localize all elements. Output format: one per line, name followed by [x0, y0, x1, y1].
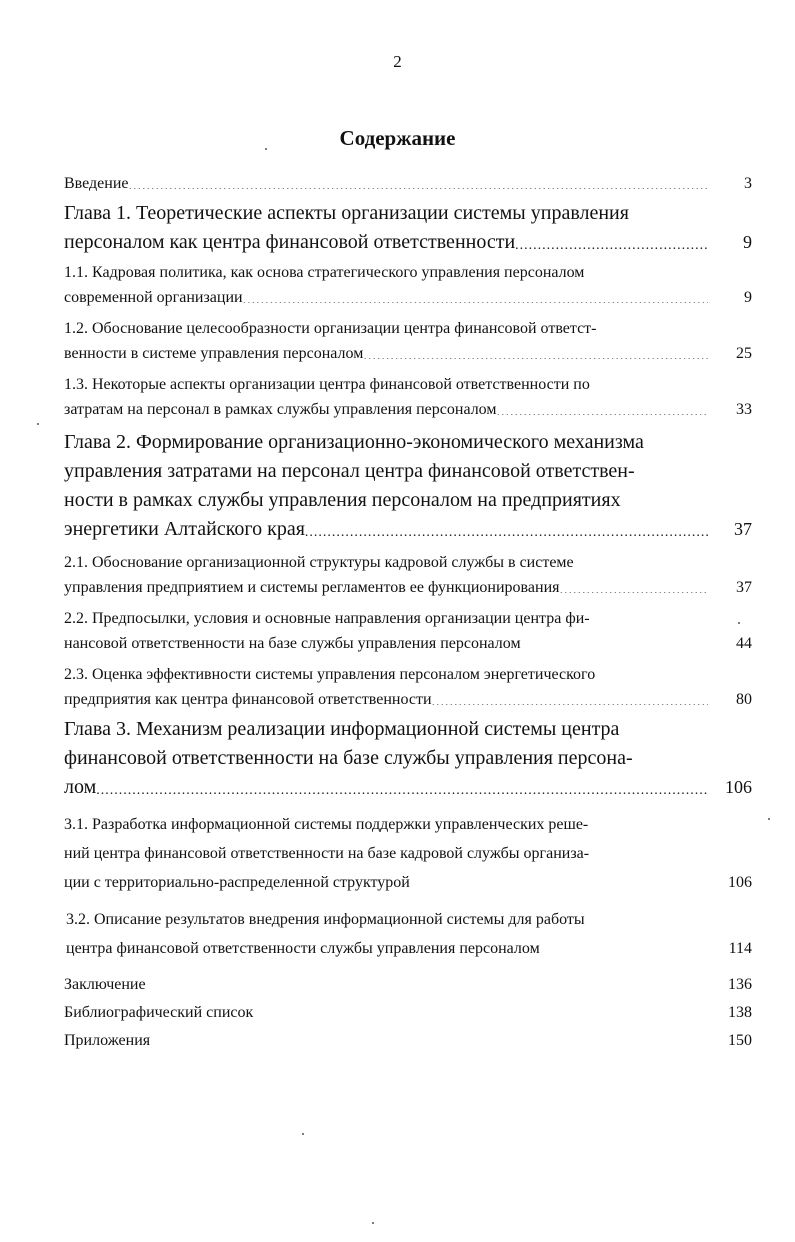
toc-entry-appendices[interactable] [64, 1027, 752, 1055]
toc-entry-chapter-2[interactable] [64, 428, 752, 544]
toc-entry-title: персоналом как центра финансовой ответственности [64, 231, 516, 253]
toc-entry-line: Глава 2. Формирование организационно-экономического механизма [64, 431, 644, 453]
toc-entry-line: 2.1. Обоснование организационной структуры кадровой службы в системе [64, 554, 574, 571]
toc-entry-chapter-1[interactable] [64, 199, 752, 257]
toc-entry-title: Заключение [64, 976, 146, 993]
scan-speck [768, 818, 770, 820]
toc-entry-line: управления затратами на персонал центра финансовой ответствен- [64, 460, 635, 482]
toc-entry-chapter-3[interactable] [64, 715, 752, 802]
table-of-contents [64, 171, 752, 1055]
toc-page-number: 33 [736, 401, 752, 418]
toc-page-number: 37 [734, 519, 752, 539]
scan-speck [738, 622, 740, 624]
dot-leader [96, 774, 708, 794]
toc-page-number: 9 [743, 232, 752, 252]
toc-entry-title: Библиографический список [64, 1004, 254, 1021]
toc-page-number: 114 [728, 940, 752, 957]
toc-entry-section-1-3[interactable] [64, 372, 752, 422]
toc-entry-section-1-1[interactable] [64, 260, 752, 310]
toc-entry-section-1-2[interactable] [64, 316, 752, 366]
dot-leader [305, 516, 708, 536]
toc-entry-title: лом [64, 776, 97, 798]
toc-page-number: 9 [744, 289, 752, 306]
toc-entry-conclusion[interactable] [64, 971, 752, 999]
toc-entry-line: финансовой ответственности на базе службы управления персона- [64, 747, 633, 769]
dot-leader [146, 974, 708, 990]
toc-page-number: 136 [728, 976, 752, 993]
dot-leader [129, 173, 709, 189]
toc-entry-line: ности в рамках службы управления персоналом на предприятиях [64, 489, 621, 511]
toc-entry-line: Глава 3. Механизм реализации информационной системы центра [64, 718, 620, 740]
toc-entry-title: управления предприятием и системы регламентов ее функционирования [64, 579, 560, 596]
dot-leader [150, 1030, 708, 1046]
scan-speck [265, 148, 267, 150]
toc-page-number: 3 [744, 175, 752, 192]
scan-speck [37, 423, 39, 425]
toc-page-number: 150 [728, 1032, 752, 1049]
dot-leader [540, 938, 708, 954]
page-number: 2 [393, 52, 402, 71]
dot-leader [410, 872, 708, 888]
dot-leader [497, 399, 709, 415]
toc-page-number: 44 [736, 635, 752, 652]
toc-page-number: 138 [728, 1004, 752, 1021]
toc-entry-introduction[interactable] [64, 171, 752, 196]
dot-leader [253, 1002, 708, 1018]
toc-entry-title: энергетики Алтайского края [64, 518, 305, 540]
toc-entry-line: Глава 1. Теоретические аспекты организации системы управления [64, 202, 629, 224]
toc-entry-section-3-1[interactable] [64, 810, 752, 897]
toc-entry-line: 1.2. Обоснование целесообразности организации центра финансовой ответст- [64, 320, 597, 337]
toc-entry-line: 2.2. Предпосылки, условия и основные направления организации центра фи- [64, 610, 590, 627]
toc-entry-line: 2.3. Оценка эффективности системы управления персоналом энергетического [64, 666, 596, 683]
toc-entry-line: 3.1. Разработка информационной системы поддержки управленческих реше- [64, 816, 589, 833]
page-title: Содержание [339, 126, 456, 150]
dot-leader [515, 229, 708, 249]
scan-speck [372, 1222, 374, 1224]
toc-entry-title: ции с территориально-распределенной структурой [64, 874, 410, 891]
dot-leader [559, 577, 708, 593]
toc-entry-title: предприятия как центра финансовой ответственности [64, 691, 432, 708]
toc-entry-line: 1.3. Некоторые аспекты организации центра финансовой ответственности по [64, 376, 590, 393]
toc-entry-title: затратам на персонал в рамках службы управления персоналом [64, 401, 497, 418]
toc-page-number: 80 [736, 691, 752, 708]
toc-entry-title: нансовой ответственности на базе службы управления персоналом [64, 635, 521, 652]
dot-leader [363, 343, 708, 359]
toc-page-number: 25 [736, 345, 752, 362]
toc-page-number: 106 [725, 777, 752, 797]
toc-entry-title: Введение [64, 175, 129, 192]
toc-entry-section-2-1[interactable] [64, 550, 752, 600]
toc-page-number: 37 [736, 579, 752, 596]
toc-entry-line: 1.1. Кадровая политика, как основа стратегического управления персоналом [64, 264, 585, 281]
toc-entry-title: венности в системе управления персоналом [64, 345, 364, 362]
dot-leader [243, 287, 708, 303]
toc-page-number: 106 [728, 874, 752, 891]
toc-entry-section-2-3[interactable] [64, 662, 752, 712]
scan-speck [302, 1133, 304, 1135]
toc-entry-title: Приложения [64, 1032, 151, 1049]
toc-entry-title: центра финансовой ответственности службы управления персоналом [66, 940, 540, 957]
toc-entry-title: современной организации [64, 289, 243, 306]
dot-leader [432, 689, 708, 705]
toc-entry-section-2-2[interactable] [64, 606, 752, 656]
toc-entry-line: 3.2. Описание результатов внедрения информационной системы для работы [66, 911, 585, 928]
toc-entry-line: ний центра финансовой ответственности на базе кадровой службы организа- [64, 845, 590, 862]
toc-entry-section-3-2[interactable] [64, 905, 752, 963]
toc-entry-bibliography[interactable] [64, 999, 752, 1027]
